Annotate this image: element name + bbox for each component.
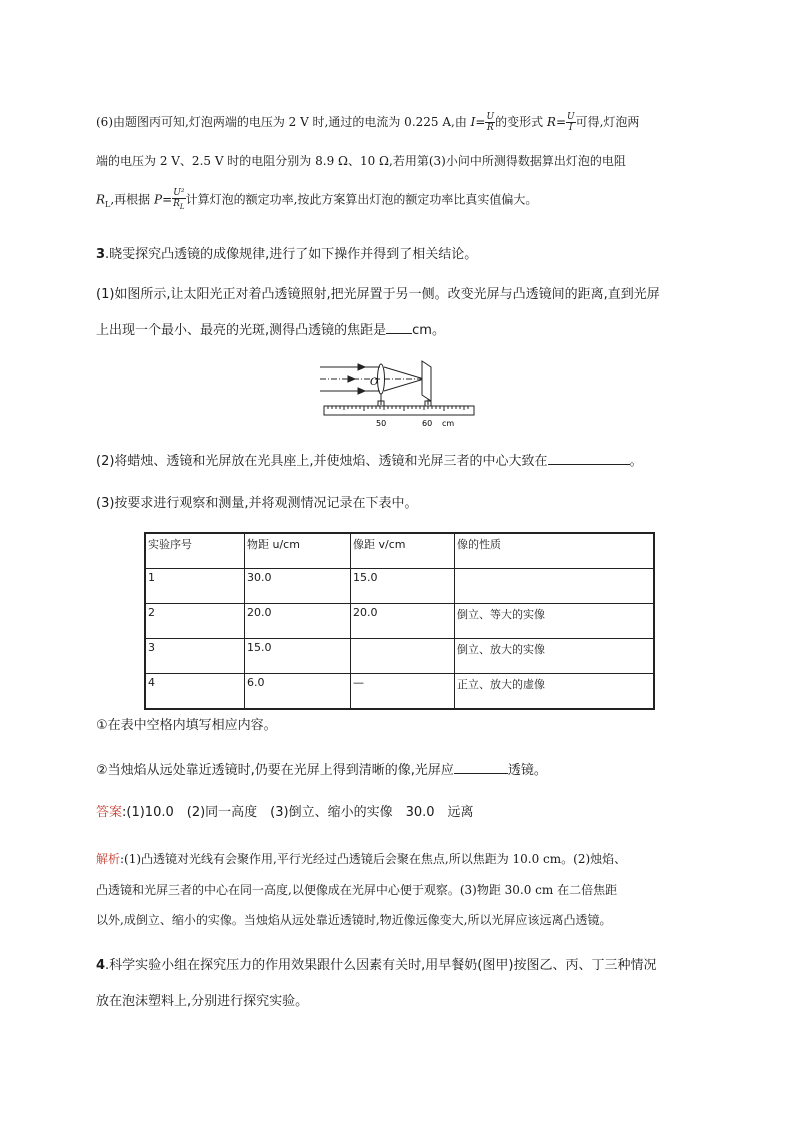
light-screen: [422, 361, 431, 401]
q4-line1: [96, 956, 706, 976]
table-cell: 2: [145, 604, 245, 639]
table-cell: 3: [145, 639, 245, 674]
q3-s2-end: 。: [629, 454, 643, 469]
fraction-U-over-R: [485, 112, 495, 133]
arrow-icon: [348, 376, 355, 382]
answer-blank-screen[interactable]: [454, 759, 508, 774]
arrow-icon: [358, 388, 365, 394]
answer-blank-height[interactable]: [548, 450, 630, 465]
header-cell: 像距 v/cm: [351, 533, 455, 569]
refracted-ray-top: [384, 367, 424, 379]
fraction-U2-over-RL: [172, 188, 185, 212]
fraction-U-over-I: [566, 112, 576, 133]
var-RL: R: [96, 192, 106, 207]
table-cell: 4: [145, 674, 245, 710]
frac-num: U: [486, 112, 495, 122]
table-cell: 正立、放大的虚像: [455, 674, 655, 710]
q3-sub2-end: 透镜。: [507, 763, 547, 778]
ruler-mark-50: 50: [376, 419, 387, 428]
q3-s2: [96, 450, 706, 472]
ruler-mark-60: 60: [422, 419, 433, 428]
frac-num: U²: [173, 188, 185, 198]
ruler-unit: cm: [442, 419, 455, 428]
var-P: P: [154, 192, 163, 207]
subscript-L: L: [105, 199, 111, 209]
q4-number: 4: [96, 958, 106, 973]
p6-text5: 计算灯泡的额定功率,按此方案算出灯泡的额定功率比真实值偏大。: [185, 192, 538, 207]
q3-stem: [96, 245, 706, 265]
table-cell: 15.0: [245, 639, 351, 674]
table-row: [145, 639, 654, 674]
answer-blank-focal[interactable]: [386, 319, 412, 334]
q3-s2-text: (2)将蜡烛、透镜和光屏放在光具座上,并使烛焰、透镜和光屏三者的中心大致在: [96, 454, 548, 469]
refracted-ray-bottom: [384, 379, 424, 391]
table-cell-blank[interactable]: [455, 569, 655, 604]
q3-number: 3: [96, 247, 106, 262]
p6-line3: [96, 188, 706, 215]
q3-s1-line1: (1)如图所示,让太阳光正对着凸透镜照射,把光屏置于另一侧。改变光屏与凸透镜间的距离,直到光屏: [96, 287, 660, 302]
q3-s1-unit: cm。: [412, 323, 445, 338]
table-cell: 15.0: [351, 569, 455, 604]
table-cell: 倒立、等大的实像: [455, 604, 655, 639]
header-cell: 物距 u/cm: [245, 533, 351, 569]
q3-sub2-text: ②当烛焰从远处靠近透镜时,仍要在光屏上得到清晰的像,光屏应: [96, 763, 454, 778]
q3-sub2: [96, 759, 706, 781]
frac-den-sub: L: [179, 202, 185, 211]
analysis-line3: 以外,成倒立、缩小的实像。当烛焰从远处靠近透镜时,物近像远像变大,所以光屏应该远离凸透镜。: [96, 913, 612, 927]
header-cell: 实验序号: [145, 533, 245, 569]
header-cell: 像的性质: [455, 533, 655, 569]
p6-text2: 的变形式: [495, 115, 547, 129]
q3-stem-text: .晓雯探究凸透镜的成像规律,进行了如下操作并得到了相关结论。: [105, 247, 478, 262]
analysis-line1: [96, 849, 706, 869]
q3-sub1: ①在表中空格内填写相应内容。: [96, 718, 277, 733]
q4-text1: .科学实验小组在探究压力的作用效果跟什么因素有关时,用早餐奶(图甲)按图乙、丙、丁三种情况: [105, 958, 657, 973]
p6-text1: (6)由题图丙可知,灯泡两端的电压为 2 V 时,通过的电流为 0.225 A,由: [96, 115, 471, 129]
analysis-line2: 凸透镜和光屏三者的中心在同一高度,以便像成在光屏中心便于观察。(3)物距 30.0 cm 在二倍焦距: [96, 883, 618, 897]
observation-table: [144, 532, 655, 710]
table-cell: 30.0: [245, 569, 351, 604]
table-row: [145, 569, 654, 604]
frac-den: [172, 199, 185, 212]
p6-text4: ,再根据: [110, 192, 154, 207]
answer-label: 答案: [96, 805, 123, 820]
table-cell: 20.0: [245, 604, 351, 639]
table-cell: 6.0: [245, 674, 351, 710]
ruler-ticks: [328, 406, 468, 411]
table-cell: 倒立、放大的实像: [455, 639, 655, 674]
analysis-label: 解析: [96, 852, 121, 866]
frac-num: U: [567, 112, 575, 122]
arrow-icon: [358, 364, 365, 370]
table-header-row: [145, 533, 654, 569]
lens-center-label: O: [370, 377, 379, 388]
q4-line2: 放在泡沫塑料上,分别进行探究实验。: [96, 994, 309, 1009]
p6-line1: [96, 112, 706, 133]
eq-sign: =: [555, 115, 566, 129]
table-cell: 1: [145, 569, 245, 604]
p6-text3: 可得,灯泡两: [575, 115, 640, 129]
table-cell-blank[interactable]: [351, 639, 455, 674]
frac-den: I: [569, 123, 573, 133]
table-cell: —: [351, 674, 455, 710]
p6-line2: 端的电压为 2 V、2.5 V 时的电阻分别为 8.9 Ω、10 Ω,若用第(3)小问中所测得数据算出灯泡的电阻: [96, 154, 626, 168]
answer-line: [96, 803, 706, 823]
table-row: [145, 674, 654, 710]
table-row: [145, 604, 654, 639]
frac-den: R: [486, 123, 494, 133]
var-R: R: [546, 115, 556, 129]
lens-figure: [318, 355, 478, 435]
q3-s1-line2: [96, 319, 706, 341]
q3-s3: (3)按要求进行观察和测量,并将观测情况记录在下表中。: [96, 496, 418, 511]
eq-sign: =: [475, 115, 486, 129]
q3-s1-text: 上出现一个最小、最亮的光斑,测得凸透镜的焦距是: [96, 323, 387, 338]
eq-sign: =: [162, 192, 173, 207]
var-I: I: [470, 115, 476, 129]
frac-den-R: R: [173, 199, 180, 209]
analysis-text1: :(1)凸透镜对光线有会聚作用,平行光经过凸透镜后会聚在焦点,所以焦距为 10.0 cm。(2)烛焰、: [120, 852, 627, 866]
answer-text: :(1)10.0 (2)同一高度 (3)倒立、缩小的实像 30.0 远离: [122, 805, 474, 820]
table-cell: 20.0: [351, 604, 455, 639]
